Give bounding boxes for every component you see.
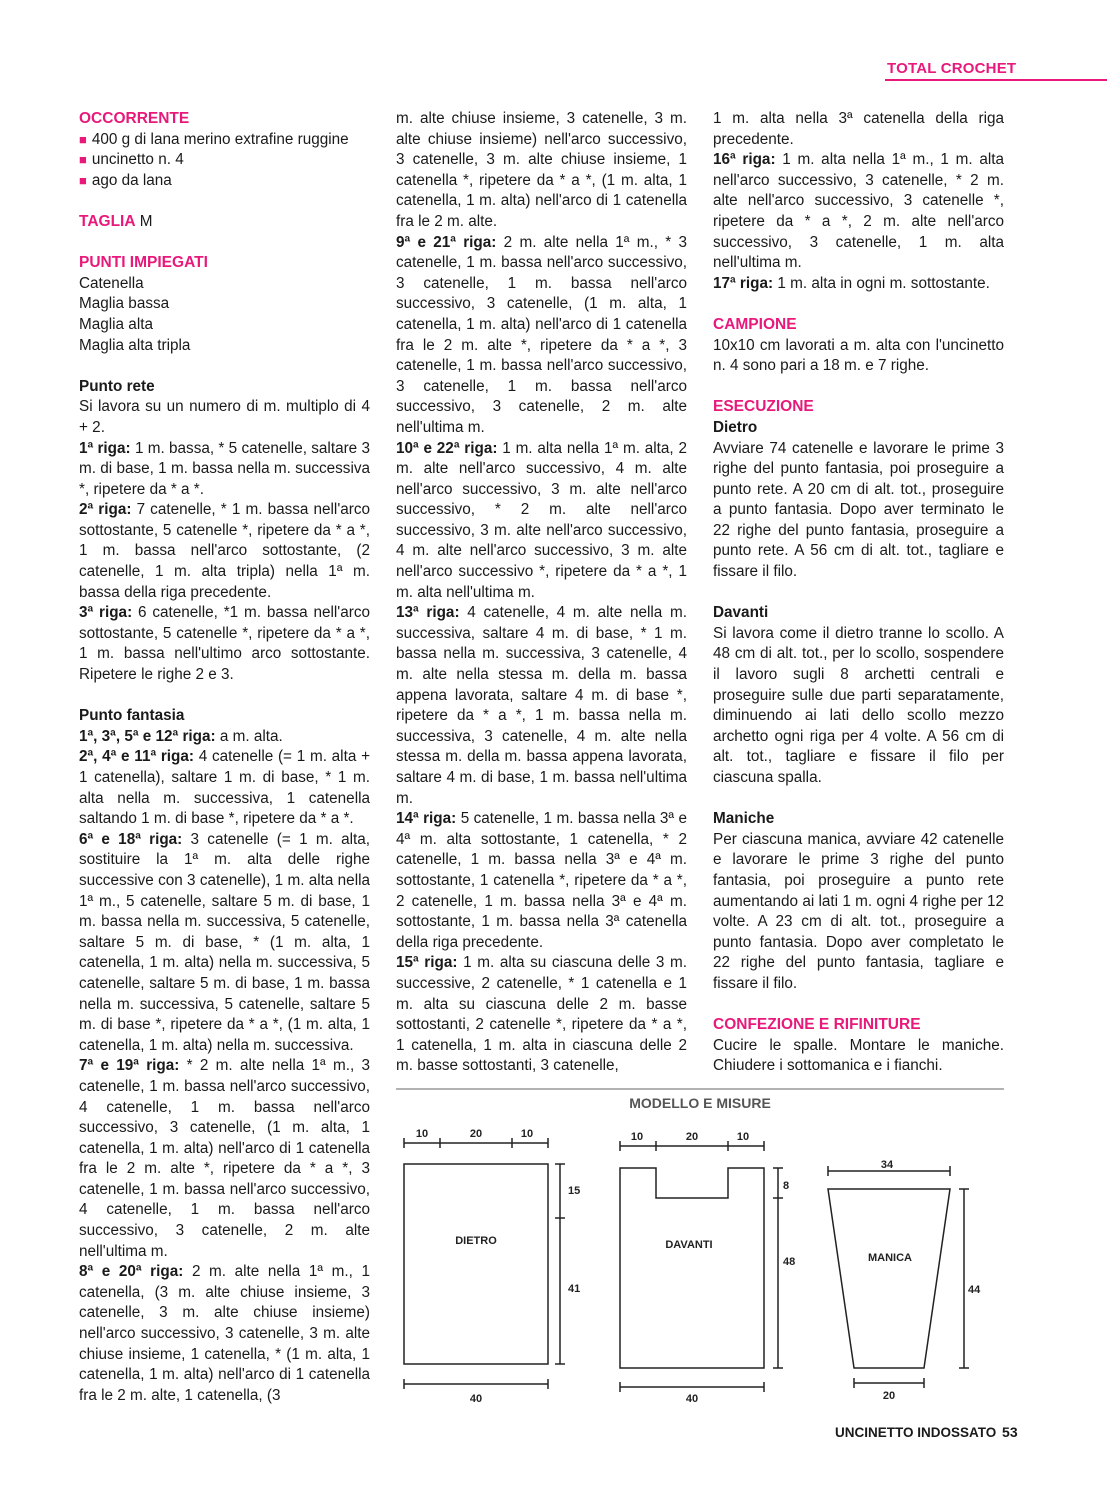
row-instruction <box>396 953 687 1077</box>
header-divider <box>885 79 1107 81</box>
row-text: * 2 m. alte nella 1ª m., 3 catenelle, 1 m. bassa nell'arco successivo, 4 catenelle, 1 m. bassa nell'arco successivo, 3 catenelle, (1 m. alta, 1 catenella, 1 m. alta) nell'arco di 1 catenella fra le 2 m. alte *, ripetere da * a *, 3 catenelle, 1 m. bassa nell'arco successivo, 4 catenelle, 1 m. bassa nell'arco successivo, 3 catenelle, 2 m. alte nell'ultima m. <box>79 1057 370 1260</box>
punti-heading: PUNTI IMPIEGATI <box>79 254 208 272</box>
stitch-item: Maglia alta tripla <box>79 336 191 354</box>
dietro-text: Avviare 74 catenelle e lavorare le prime 3 righe del punto fantasia, poi proseguire a punto rete. A 20 cm di alt. tot., proseguire a punto fantasia. Dopo aver terminato le 22 righe del punto fantasia, proseguire a punto rete. A 56 cm di alt. tot., tagliare e fissare il filo. <box>713 439 1004 581</box>
material-item: ■ uncinetto n. 4 <box>79 150 370 171</box>
row-text: 1 m. alta nella 1ª m., 1 m. alta nell'arco successivo, 3 catenelle, * 2 m. alte nell'arco successivo, 3 catenelle *, ripetere da * a *, 2 m. alte nell'arco successivo, 3 catenelle, 1 m. alta nell'ultima m. <box>713 151 1005 272</box>
row-label: 17ª riga: <box>713 274 774 292</box>
row-label: 7ª e 19ª riga: <box>79 1057 180 1075</box>
row-label: 1ª, 3ª, 5ª e 12ª riga: <box>79 727 216 745</box>
magazine-section-label: TOTAL CROCHET <box>887 60 1017 77</box>
piece-label-dietro: DIETRO <box>455 1235 497 1247</box>
piece-label-manica: MANICA <box>868 1252 912 1264</box>
dim-label: 20 <box>469 1128 483 1140</box>
row-label: 2ª, 4ª e 11ª riga: <box>79 748 195 766</box>
row-text: 1 m. alta nella 1ª m. alta, 2 m. alte nell'arco successivo, 4 m. alte nell'arco successivo, 3 m. alte nell'arco successivo, * 2 m. alte nell'arco successivo, 3 m. alte nell'arco successivo, 4 m. alte nell'arco successivo, 3 m. alte nell'arco successivo *, ripetere da * a *, 1 m. alta nell'ultima m. <box>396 439 687 601</box>
diagram-title: MODELLO E MISURE <box>629 1095 771 1111</box>
confezione-heading: CONFEZIONE E RIFINITURE <box>713 1016 921 1034</box>
row-label: 1ª riga: <box>79 439 131 457</box>
taglia-label: TAGLIA <box>79 212 136 230</box>
magazine-name: UNCINETTO INDOSSATO <box>835 1425 997 1440</box>
row-text: 4 catenelle (= 1 m. alta + 1 catenella), saltare 1 m. di base, * 1 m. alta nella m. successiva, 1 catenella saltando 1 m. di base *, ripetere da * a *. <box>79 748 371 828</box>
row-label: 6ª e 18ª riga: <box>79 830 183 848</box>
taglia-line <box>79 212 370 233</box>
maniche-text: Per ciascuna manica, avviare 42 catenelle e lavorare le prime 3 righe del punto fantasia, poi proseguire a punto rete aumentando ai lati 1 m. ogni 4 righe per 12 volte. A 23 cm di alt. tot., proseguire a punto fantasia. Dopo aver completato le 22 righe del punto fantasia, tagliare e fissare il filo. <box>713 830 1004 992</box>
taglia-value: M <box>139 212 153 230</box>
row-label: 2ª riga: <box>79 501 132 519</box>
dim-label: 40 <box>685 1393 699 1405</box>
row-instruction <box>79 830 370 1057</box>
manica-schematic <box>828 1166 969 1388</box>
row-label: 9ª e 21ª riga: <box>396 233 497 251</box>
row-text: 3 catenelle (= 1 m. alta, sostituire la 1ª m. alta delle righe successive con 3 catenelle), 1 m. alta nella 1ª m., 5 catenelle, saltare 5 m. di base, 1 m. bassa nella m. successiva, 5 catenelle, saltare 5 m. di base, * (1 m. alta, 1 catenella, 1 m. alta) nella m. successiva, 5 catenelle, saltare 5 m. di base, 1 m. bassa nella m. successiva, 5 catenelle, saltare 5 m. di base *, ripetere da * a *, (1 m. alta, 1 catenella, 1 m. alta) nella m. successiva. <box>79 830 371 1054</box>
row-instruction <box>79 439 370 501</box>
davanti-heading: Davanti <box>713 604 769 622</box>
row-text: 1 m. alta su ciascuna delle 3 m. successive, 2 catenelle, * 1 catenella e 1 m. alta su ciascuna delle 2 m. basse sottostanti, 2 catenelle *, ripetere da * a *, 1 catenella, 1 m. alta in ciascuna delle 2 m. basse sottostanti, 3 catenelle, <box>396 954 688 1075</box>
row-instruction <box>79 500 370 603</box>
row-instruction <box>79 1262 370 1406</box>
row-instruction <box>396 809 687 953</box>
row-instruction <box>79 747 370 829</box>
row-text: 1 m. bassa, * 5 catenelle, saltare 3 m. di base, 1 m. bassa nella m. successiva *, ripetere da * a *. <box>79 439 370 498</box>
stitch-item: Catenella <box>79 274 144 292</box>
occorrente-heading: OCCORRENTE <box>79 110 190 127</box>
dim-label: 20 <box>882 1390 896 1402</box>
row-text: 7 catenelle, * 1 m. bassa nell'arco sottostante, 5 catenelle *, ripetere da * a *, 1 m. bassa nell'arco sottostante, (2 catenelle, 1 m. alta tripla) nella 1ª m. bassa della riga precedente. <box>79 501 370 601</box>
material-item: ■ 400 g di lana merino extrafine ruggine <box>79 130 370 151</box>
davanti-schematic <box>620 1141 783 1392</box>
material-item: ■ ago da lana <box>79 171 370 192</box>
row-text: a m. alta. <box>219 727 283 745</box>
row-text: 5 catenelle, 1 m. bassa nella 3ª e 4ª m. alta sottostante, 1 catenella, * 2 catenelle, 1 m. bassa nella 3ª e 4ª m. sottostante, 1 catenella *, ripetere da * a *, 2 catenelle, 1 m. bassa nella 3ª e 4ª m. sottostante, 1 m. bassa nella 3ª catenella della riga precedente. <box>396 810 688 951</box>
campione-text: 10x10 cm lavorati a m. alta con l'uncinetto n. 4 sono pari a 18 m. e 7 righe. <box>713 336 1004 375</box>
dim-label: 20 <box>685 1131 699 1143</box>
column-3 <box>713 109 1004 1077</box>
row-instruction <box>396 439 687 604</box>
dietro-heading: Dietro <box>713 418 758 436</box>
davanti-text: Si lavora come il dietro tranne lo scollo. A 48 cm di alt. tot., per lo scollo, sospendere il lavoro sugli 8 archetti centrali e proseguire sulle due parti separatamente, diminuendo ai lati dello scollo mezzo archetto ogni riga per 4 volte. A 56 cm di alt. tot., tagliare e fissare il filo per ciascuna spalla. <box>713 624 1004 786</box>
row-instruction <box>396 233 687 439</box>
row-text: 2 m. alte nella 1ª m., * 3 catenelle, 1 m. bassa nell'arco successivo, 3 catenelle, 1 m. bassa nell'arco successivo, 3 catenelle, (1 m. alta, 1 catenella, 1 m. alta) nell'arco di 1 catenella fra le 2 m. alte *, ripetere da * a *, 3 catenelle, 1 m. bassa nell'arco successivo, 3 catenelle, 1 m. bassa nell'arco successivo, 3 catenelle, 2 m. alte nell'ultima m. <box>396 233 687 436</box>
row-label: 15ª riga: <box>396 954 458 972</box>
page-number: 53 <box>1002 1424 1018 1440</box>
row-instruction <box>713 150 1004 274</box>
esecuzione-heading: ESECUZIONE <box>713 398 814 416</box>
punto-rete-heading: Punto rete <box>79 377 155 395</box>
piece-label-davanti: DAVANTI <box>665 1239 713 1251</box>
row-label: 10ª e 22ª riga: <box>396 439 498 457</box>
dim-label: 44 <box>968 1284 981 1296</box>
punto-fantasia-heading: Punto fantasia <box>79 707 185 725</box>
row-instruction <box>396 603 687 809</box>
row-instruction <box>79 1056 370 1262</box>
row-label: 13ª riga: <box>396 604 460 622</box>
dim-label: 41 <box>568 1283 581 1295</box>
row-text: 6 catenelle, *1 m. bassa nell'arco sottostante, 5 catenelle *, ripetere da * a *, 1 m. bassa nell'ultimo arco sottostante. Ripetere le righe 2 e 3. <box>79 604 370 684</box>
punto-rete-intro: Si lavora su un numero di m. multiplo di 4 + 2. <box>79 398 370 436</box>
column-1 <box>79 109 370 1406</box>
row-label: 8ª e 20ª riga: <box>79 1263 184 1281</box>
measurements-diagram <box>396 1086 1004 1416</box>
row-label: 14ª riga: <box>396 810 457 828</box>
dim-label: 40 <box>469 1393 483 1405</box>
dim-label: 10 <box>415 1128 429 1140</box>
stitch-item: Maglia bassa <box>79 295 170 313</box>
confezione-text: Cucire le spalle. Montare le maniche. Chiudere i sottomanica e i fianchi. <box>713 1036 1004 1075</box>
campione-heading: CAMPIONE <box>713 315 797 333</box>
row-instruction <box>713 274 1004 295</box>
diagram-svg <box>396 1086 1004 1416</box>
row-instruction <box>79 603 370 685</box>
row-text: 2 m. alte nella 1ª m., 1 catenella, (3 m. alte chiuse insieme, 3 catenelle, 3 m. alte chiuse insieme) nell'arco successivo, 3 catenelle, 3 m. alte chiuse insieme, 1 catenella, * (1 m. alta, 1 catenella, 1 m. alta) nell'arco di 1 catenella fra le 2 m. alte, 1 catenella, (3 <box>79 1263 370 1404</box>
dietro-schematic <box>404 1138 565 1389</box>
dim-label: 48 <box>783 1256 796 1268</box>
dim-label: 8 <box>783 1180 790 1192</box>
dim-label: 34 <box>880 1159 894 1171</box>
continued-text: 1 m. alta nella 3ª catenella della riga precedente. <box>713 110 1004 148</box>
row-label: 3ª riga: <box>79 604 133 622</box>
continued-text: m. alte chiuse insieme, 3 catenelle, 3 m. alte chiuse insieme) nell'arco successivo, 3 catenelle, 3 m. alte chiuse insieme, 1 catenella *, ripetere da * a *, (1 m. alta, 1 catenella, 1 m. alta) nell'arco di 1 catenella fra le 2 m. alte. <box>396 110 687 230</box>
page-footer <box>835 1424 1018 1440</box>
row-text: 4 catenelle, 4 m. alte nella m. successiva, saltare 4 m. di base, * 1 m. bassa nella m. successiva, 3 catenelle, 4 m. alte nella stessa m. della m. bassa appena lavorata, saltare 4 m. di base *, ripetere da * a *, 1 m. bassa nella m. successiva, 3 catenelle, 4 m. alte nella stessa m. della m. bassa appena lavorata, saltare 4 m. di base, 1 m. bassa nell'ultima m. <box>396 604 688 807</box>
dim-label: 10 <box>630 1131 644 1143</box>
maniche-heading: Maniche <box>713 810 775 828</box>
dim-label: 10 <box>736 1131 750 1143</box>
column-2 <box>396 109 687 1077</box>
row-instruction <box>79 727 370 748</box>
dim-label: 15 <box>568 1185 581 1197</box>
stitch-item: Maglia alta <box>79 315 153 333</box>
dim-label: 10 <box>520 1128 534 1140</box>
row-text: 1 m. alta in ogni m. sottostante. <box>777 274 990 292</box>
row-label: 16ª riga: <box>713 151 776 169</box>
